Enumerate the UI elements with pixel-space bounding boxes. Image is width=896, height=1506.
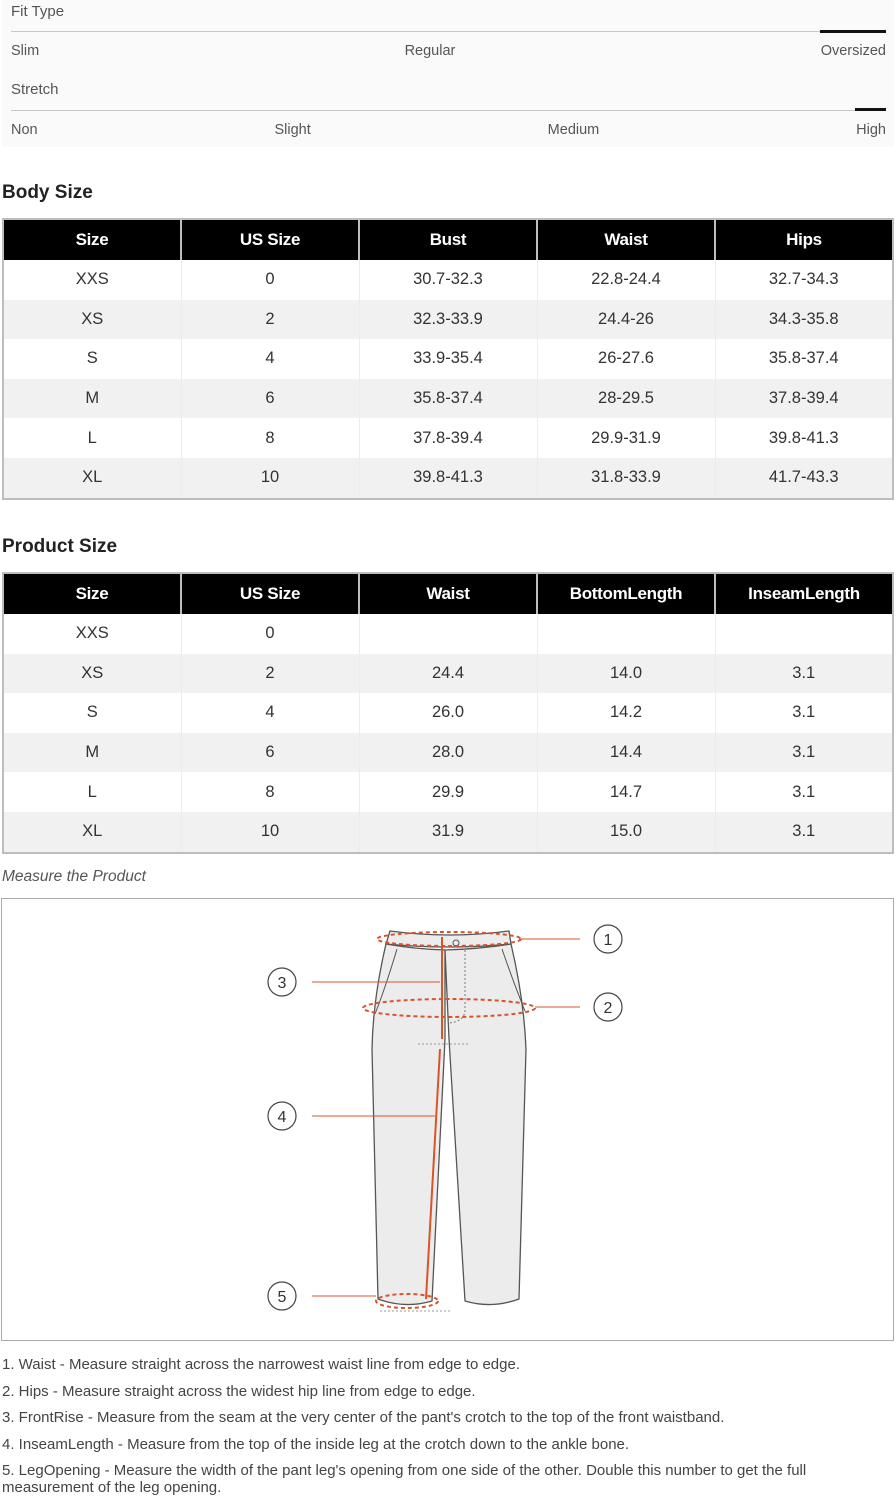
stretch-label-non: Non (11, 122, 38, 138)
cell: 14.4 (537, 733, 715, 773)
cell: L (87, 782, 97, 801)
table-row (3, 693, 893, 733)
table-row (3, 614, 893, 654)
fit-stretch-panel (2, 0, 894, 147)
marker-2: 2 (603, 1000, 613, 1017)
measure-caption: Measure the Product (2, 868, 146, 885)
cell: 24.4 (359, 654, 537, 694)
col-header-us-size: US Size (181, 573, 359, 614)
cell: 29.9-31.9 (537, 418, 715, 458)
table-row (3, 339, 893, 379)
marker-5: 5 (277, 1289, 287, 1306)
marker-1: 1 (603, 932, 613, 949)
stretch-track (11, 110, 886, 111)
cell: 28-29.5 (537, 379, 715, 419)
cell: XXS (75, 270, 109, 289)
cell: XL (3, 812, 181, 853)
measurement-notes (2, 1356, 894, 1506)
cell: 29.9 (359, 772, 537, 812)
cell: 30.7-32.3 (359, 260, 537, 300)
col-header-bust: Bust (359, 219, 537, 260)
body-size-table (2, 218, 894, 500)
cell: 4 (181, 693, 359, 733)
cell: S (86, 349, 98, 368)
note-inseam-length: 4. InseamLength - Measure from the top of the inside leg at the crotch down to the ankle bone. (2, 1435, 630, 1453)
cell: 10 (181, 812, 359, 853)
stretch-labels (11, 122, 886, 138)
note-leg-opening: 5. LegOpening - Measure the width of the pant leg's opening from one side of the other. Double this number to get the full measurement of the leg opening. (2, 1462, 807, 1496)
cell: 3.1 (715, 812, 893, 853)
cell: 10 (181, 458, 359, 499)
cell: 14.7 (537, 772, 715, 812)
stretch-indicator (855, 108, 886, 111)
table-row (3, 772, 893, 812)
col-header-bottom-length: BottomLength (537, 573, 715, 614)
cell: 15.0 (537, 812, 715, 853)
product-size-table (2, 572, 894, 854)
table-row (3, 260, 893, 300)
cell: 4 (181, 339, 359, 379)
cell: 3.1 (715, 733, 893, 773)
cell: 14.2 (537, 693, 715, 733)
col-header-size: Size (3, 219, 181, 260)
col-header-us-size: US Size (181, 219, 359, 260)
table-row (3, 458, 893, 499)
cell: 2 (181, 300, 359, 340)
note-hips: 2. Hips - Measure straight across the widest hip line from edge to edge. (2, 1382, 476, 1400)
col-header-hips: Hips (715, 219, 893, 260)
note-waist: 1. Waist - Measure straight across the narrowest waist line from edge to edge. (2, 1356, 521, 1373)
cell: 6 (181, 379, 359, 419)
cell: 31.8-33.9 (537, 458, 715, 499)
cell: 39.8-41.3 (359, 458, 537, 499)
marker-4: 4 (277, 1109, 287, 1126)
table-row (3, 733, 893, 773)
col-header-waist: Waist (537, 219, 715, 260)
cell: L (87, 428, 97, 447)
cell: 22.8-24.4 (537, 260, 715, 300)
note-front-rise: 3. FrontRise - Measure from the seam at the very center of the pant's crotch to the top of the front waistband. (2, 1409, 725, 1426)
table-header-row (3, 573, 893, 614)
fit-type-track (11, 31, 886, 32)
cell: 41.7-43.3 (715, 458, 893, 499)
cell: 32.3-33.9 (359, 300, 537, 340)
cell: 3.1 (715, 693, 893, 733)
cell: 28.0 (359, 733, 537, 773)
cell: 26.0 (359, 693, 537, 733)
cell: 0 (181, 260, 359, 300)
cell: 39.8-41.3 (715, 418, 893, 458)
fit-label-oversized: Oversized (820, 43, 886, 59)
cell: M (3, 733, 181, 773)
cell: 3.1 (715, 772, 893, 812)
fit-label-regular: Regular (404, 43, 456, 59)
stretch-label-medium: Medium (547, 122, 600, 138)
table-row (3, 654, 893, 694)
product-size-title: Product Size (2, 536, 118, 557)
cell: M (3, 379, 181, 419)
body-size-title: Body Size (2, 182, 93, 203)
table-row (3, 300, 893, 340)
cell: 33.9-35.4 (359, 339, 537, 379)
cell: 3.1 (715, 654, 893, 694)
cell: 35.8-37.4 (359, 379, 537, 419)
stretch-label-high: High (856, 122, 886, 138)
cell: XL (3, 458, 181, 499)
cell: 24.4-26 (537, 300, 715, 340)
cell: 14.0 (537, 654, 715, 694)
table-header-row (3, 219, 893, 260)
cell: 26-27.6 (537, 339, 715, 379)
cell: 6 (181, 733, 359, 773)
table-row (3, 379, 893, 419)
cell (715, 614, 893, 654)
fit-type-indicator (820, 30, 886, 33)
fit-type-labels (11, 43, 886, 59)
measurement-diagram (1, 898, 894, 1341)
cell: XS (3, 300, 181, 340)
cell: 34.3-35.8 (715, 300, 893, 340)
cell: 0 (181, 614, 359, 654)
cell: 31.9 (359, 812, 537, 853)
cell: 35.8-37.4 (715, 339, 893, 379)
col-header-size: Size (3, 573, 181, 614)
stretch-title: Stretch (11, 81, 59, 98)
cell: 8 (181, 418, 359, 458)
cell: S (86, 703, 98, 722)
cell: 2 (181, 654, 359, 694)
cell: XS (3, 654, 181, 694)
fit-type-title: Fit Type (11, 3, 65, 20)
marker-3: 3 (277, 975, 287, 992)
col-header-inseam-length: InseamLength (715, 573, 893, 614)
cell: 37.8-39.4 (359, 418, 537, 458)
cell: 8 (181, 772, 359, 812)
fit-label-slim: Slim (11, 43, 40, 59)
cell (537, 614, 715, 654)
stretch-label-slight: Slight (274, 122, 311, 138)
table-row (3, 418, 893, 458)
table-row (3, 812, 893, 853)
pants-diagram-icon (2, 899, 893, 1340)
cell (359, 614, 537, 654)
col-header-waist: Waist (359, 573, 537, 614)
cell: 32.7-34.3 (715, 260, 893, 300)
cell: 37.8-39.4 (715, 379, 893, 419)
cell: XXS (75, 624, 109, 643)
